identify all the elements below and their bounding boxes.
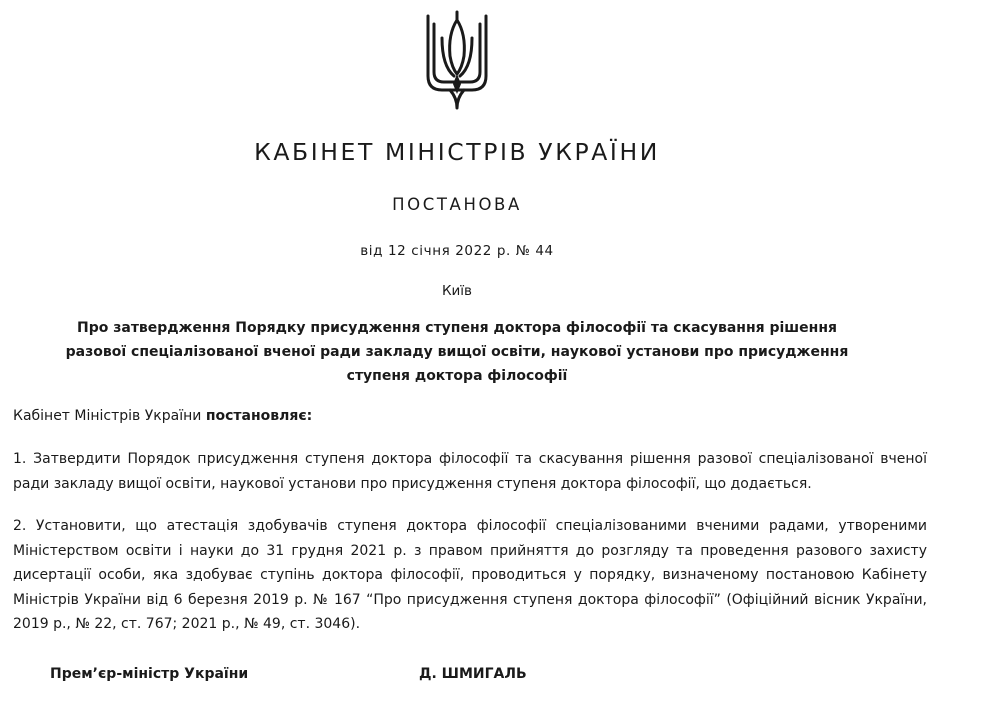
date-and-number: від 12 січня 2022 р. № 44: [360, 243, 554, 259]
signatory-position: Прем’єр-міністр України: [50, 666, 249, 682]
intro-verb: постановляє:: [205, 408, 313, 424]
intro-line: [13, 404, 927, 428]
trident-emblem-icon: [424, 10, 490, 112]
issuing-authority: КАБІНЕТ МІНІСТРІВ УКРАЇНИ: [254, 138, 660, 166]
document-type: ПОСТАНОВА: [392, 195, 522, 214]
document-title: Про затвердження Порядку присудження ступеня доктора філософії та скасування рішення разової спеціалізованої вченої ради закладу вищої освіти, наукової установи про присудження ступеня доктора філософії: [65, 320, 849, 384]
intro-text: Кабінет Міністрів України: [13, 408, 206, 424]
city: Київ: [441, 283, 473, 299]
paragraph-2: 2. Установити, що атестація здобувачів ступеня доктора філософії спеціалізованими вченими радами, утвореними Міністерством освіти і науки до 31 грудня 2021 р. з правом прийняття до розгляду та проведення разового захисту дисертації особи, яка здобуває ступінь доктора філософії, проводиться у порядку, визначеному постановою Кабінету Міністрів України від 6 березня 2019 р. № 167 “Про присудження ступеня доктора філософії” (Офіційний вісник України, 2019 р., № 22, ст. 767; 2021 р., № 49, ст. 3046).: [13, 518, 927, 633]
paragraph-1: 1. Затвердити Порядок присудження ступеня доктора філософії та скасування рішення разової спеціалізованої вченої ради закладу вищої освіти, наукової установи про присудження ступеня доктора філософії, що додається.: [13, 451, 927, 492]
signatory-name: Д. ШМИГАЛЬ: [419, 666, 527, 682]
